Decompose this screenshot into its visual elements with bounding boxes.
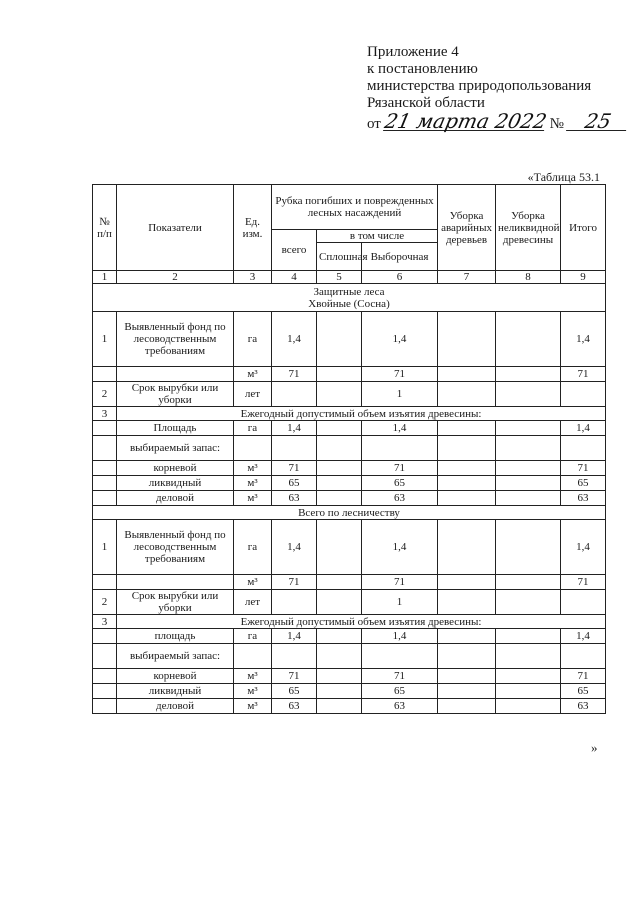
cell-total: 1,4 <box>272 421 317 436</box>
row-unit: га <box>234 312 272 367</box>
cell-selective: 1 <box>362 382 438 407</box>
row-num: 2 <box>93 590 117 615</box>
cell-clear <box>317 382 362 407</box>
cell-selective: 1 <box>362 590 438 615</box>
cell-clear <box>317 684 362 699</box>
cell-sum: 1,4 <box>561 421 606 436</box>
appendix-date-line <box>367 109 628 133</box>
cell-selective: 71 <box>362 575 438 590</box>
cell-illiquid <box>496 382 561 407</box>
row-label <box>117 367 234 382</box>
cell-total: 1,4 <box>272 312 317 367</box>
cell-clear <box>317 699 362 714</box>
cell-clear <box>317 436 362 461</box>
row-unit: м³ <box>234 575 272 590</box>
header-indicator: Показатели <box>117 185 234 271</box>
cell-illiquid <box>496 669 561 684</box>
row-label: Срок вырубки или уборки <box>117 590 234 615</box>
row-unit: м³ <box>234 461 272 476</box>
cell-clear <box>317 590 362 615</box>
row-num <box>93 575 117 590</box>
cell-selective: 71 <box>362 669 438 684</box>
cell-illiquid <box>496 644 561 669</box>
appendix-title: Приложение 4 <box>367 44 459 60</box>
cell-sum: 1,4 <box>561 312 606 367</box>
row-label: деловой <box>117 491 234 506</box>
row-num: 3 <box>93 615 117 629</box>
cell-windfall <box>438 669 496 684</box>
row-unit: м³ <box>234 491 272 506</box>
row-unit: лет <box>234 382 272 407</box>
row-unit: м³ <box>234 367 272 382</box>
cell-sum: 71 <box>561 575 606 590</box>
row-label: ликвидный <box>117 476 234 491</box>
cell-clear <box>317 367 362 382</box>
cell-sum: 65 <box>561 684 606 699</box>
row-unit: га <box>234 421 272 436</box>
cell-windfall <box>438 629 496 644</box>
cell-clear <box>317 669 362 684</box>
cell-windfall <box>438 590 496 615</box>
row-label: корневой <box>117 461 234 476</box>
cell-illiquid <box>496 476 561 491</box>
cell-windfall <box>438 476 496 491</box>
col-number: 5 <box>317 271 362 284</box>
cell-selective: 1,4 <box>362 520 438 575</box>
cell-illiquid <box>496 575 561 590</box>
forest-table <box>92 184 606 714</box>
cell-clear <box>317 629 362 644</box>
cell-sum: 63 <box>561 699 606 714</box>
cell-sum <box>561 436 606 461</box>
cell-total: 1,4 <box>272 520 317 575</box>
row-num: 2 <box>93 382 117 407</box>
cell-illiquid <box>496 699 561 714</box>
row-num: 1 <box>93 520 117 575</box>
cell-total <box>272 382 317 407</box>
cell-windfall <box>438 520 496 575</box>
row-num <box>93 644 117 669</box>
cell-windfall <box>438 684 496 699</box>
cell-total: 63 <box>272 491 317 506</box>
row-unit: м³ <box>234 684 272 699</box>
cell-illiquid <box>496 436 561 461</box>
header-selective: Выборочная <box>362 243 438 271</box>
cell-illiquid <box>496 520 561 575</box>
cell-selective: 63 <box>362 491 438 506</box>
row-unit: м³ <box>234 699 272 714</box>
row-num <box>93 699 117 714</box>
row-label: Площадь <box>117 421 234 436</box>
cell-sum <box>561 644 606 669</box>
col-number: 8 <box>496 271 561 284</box>
cell-illiquid <box>496 590 561 615</box>
cell-selective: 63 <box>362 699 438 714</box>
cell-total <box>272 436 317 461</box>
header-num: № п/п <box>93 185 117 271</box>
row-label: выбираемый запас: <box>117 436 234 461</box>
cell-total: 65 <box>272 476 317 491</box>
section-subtitle-line: Хвойные (Сосна) <box>308 297 390 310</box>
appendix-line-3: министерства природопользования <box>367 78 592 94</box>
row-label: ликвидный <box>117 684 234 699</box>
cell-selective: 65 <box>362 684 438 699</box>
cell-illiquid <box>496 461 561 476</box>
row-num <box>93 367 117 382</box>
cell-total: 1,4 <box>272 629 317 644</box>
row-unit: м³ <box>234 669 272 684</box>
cell-sum: 71 <box>561 367 606 382</box>
date-prefix: от <box>367 116 381 132</box>
header-windfall: Уборка аварийных деревьев <box>438 185 496 271</box>
cell-clear <box>317 491 362 506</box>
col-number: 2 <box>117 271 234 284</box>
cell-windfall <box>438 382 496 407</box>
row-unit: м³ <box>234 476 272 491</box>
row-label: корневой <box>117 669 234 684</box>
cell-sum: 1,4 <box>561 629 606 644</box>
row-unit <box>234 644 272 669</box>
row-label: выбираемый запас: <box>117 644 234 669</box>
cell-total: 71 <box>272 367 317 382</box>
number-prefix: № <box>549 116 564 132</box>
cell-total <box>272 590 317 615</box>
cell-windfall <box>438 421 496 436</box>
cell-clear <box>317 476 362 491</box>
row-num <box>93 476 117 491</box>
col-number: 1 <box>93 271 117 284</box>
row-label-wide: Ежегодный допустимый объем изъятия древесины: <box>117 615 606 629</box>
cell-sum: 65 <box>561 476 606 491</box>
row-num <box>93 421 117 436</box>
row-num: 1 <box>93 312 117 367</box>
cell-sum: 71 <box>561 669 606 684</box>
cell-windfall <box>438 312 496 367</box>
cell-selective: 71 <box>362 461 438 476</box>
cell-clear <box>317 312 362 367</box>
cell-selective: 1,4 <box>362 629 438 644</box>
row-num <box>93 629 117 644</box>
col-number: 6 <box>362 271 438 284</box>
row-label: Выявленный фонд по лесоводственным требованиям <box>117 312 234 367</box>
cell-total: 71 <box>272 461 317 476</box>
row-num <box>93 491 117 506</box>
cell-windfall <box>438 367 496 382</box>
cell-sum: 63 <box>561 491 606 506</box>
col-number: 9 <box>561 271 606 284</box>
closing-quote: » <box>591 740 598 755</box>
handwritten-number: 25 <box>566 112 630 131</box>
section-title-total: Всего по лесничеству <box>93 506 606 520</box>
header-unit: Ед. изм. <box>234 185 272 271</box>
row-unit: га <box>234 629 272 644</box>
cell-windfall <box>438 461 496 476</box>
cell-illiquid <box>496 491 561 506</box>
col-number: 4 <box>272 271 317 284</box>
cell-total <box>272 644 317 669</box>
row-unit: лет <box>234 590 272 615</box>
header-sum: Итого <box>561 185 606 271</box>
row-label: Выявленный фонд по лесоводственным требованиям <box>117 520 234 575</box>
cell-selective: 65 <box>362 476 438 491</box>
cell-total: 63 <box>272 699 317 714</box>
row-label-wide: Ежегодный допустимый объем изъятия древесины: <box>117 407 606 421</box>
cell-illiquid <box>496 684 561 699</box>
cell-total: 71 <box>272 575 317 590</box>
cell-selective: 71 <box>362 367 438 382</box>
cell-clear <box>317 644 362 669</box>
appendix-header <box>367 44 628 133</box>
cell-illiquid <box>496 367 561 382</box>
row-num <box>93 461 117 476</box>
row-unit <box>234 436 272 461</box>
cell-selective <box>362 436 438 461</box>
cell-illiquid <box>496 629 561 644</box>
header-clear: Сплошная <box>317 243 362 271</box>
cell-sum: 71 <box>561 461 606 476</box>
section-title-protective <box>93 284 606 312</box>
row-num <box>93 684 117 699</box>
cell-sum <box>561 590 606 615</box>
cell-illiquid <box>496 421 561 436</box>
cell-total: 65 <box>272 684 317 699</box>
cell-windfall <box>438 436 496 461</box>
row-label: Срок вырубки или уборки <box>117 382 234 407</box>
header-total: всего <box>272 230 317 271</box>
col-number: 3 <box>234 271 272 284</box>
appendix-line-4: Рязанской области <box>367 95 485 111</box>
row-num <box>93 436 117 461</box>
header-including: в том числе <box>317 230 438 243</box>
cell-windfall <box>438 644 496 669</box>
cell-clear <box>317 461 362 476</box>
cell-total: 71 <box>272 669 317 684</box>
header-felling: Рубка погибших и поврежденных лесных насаждений <box>272 185 438 230</box>
cell-sum <box>561 382 606 407</box>
cell-selective <box>362 644 438 669</box>
cell-windfall <box>438 575 496 590</box>
row-label: деловой <box>117 699 234 714</box>
row-num <box>93 669 117 684</box>
cell-selective: 1,4 <box>362 421 438 436</box>
header-illiquid: Уборка неликвидной древесины <box>496 185 561 271</box>
cell-clear <box>317 421 362 436</box>
cell-clear <box>317 520 362 575</box>
row-label: площадь <box>117 629 234 644</box>
row-unit: га <box>234 520 272 575</box>
section-title-line: Защитные леса <box>313 285 385 298</box>
cell-windfall <box>438 699 496 714</box>
handwritten-date: 21 марта 2022 <box>382 109 549 133</box>
appendix-line-2: к постановлению <box>367 61 478 77</box>
table-caption: «Таблица 53.1 <box>527 170 600 184</box>
row-label <box>117 575 234 590</box>
col-number: 7 <box>438 271 496 284</box>
cell-windfall <box>438 491 496 506</box>
row-num: 3 <box>93 407 117 421</box>
cell-selective: 1,4 <box>362 312 438 367</box>
cell-clear <box>317 575 362 590</box>
cell-sum: 1,4 <box>561 520 606 575</box>
cell-illiquid <box>496 312 561 367</box>
